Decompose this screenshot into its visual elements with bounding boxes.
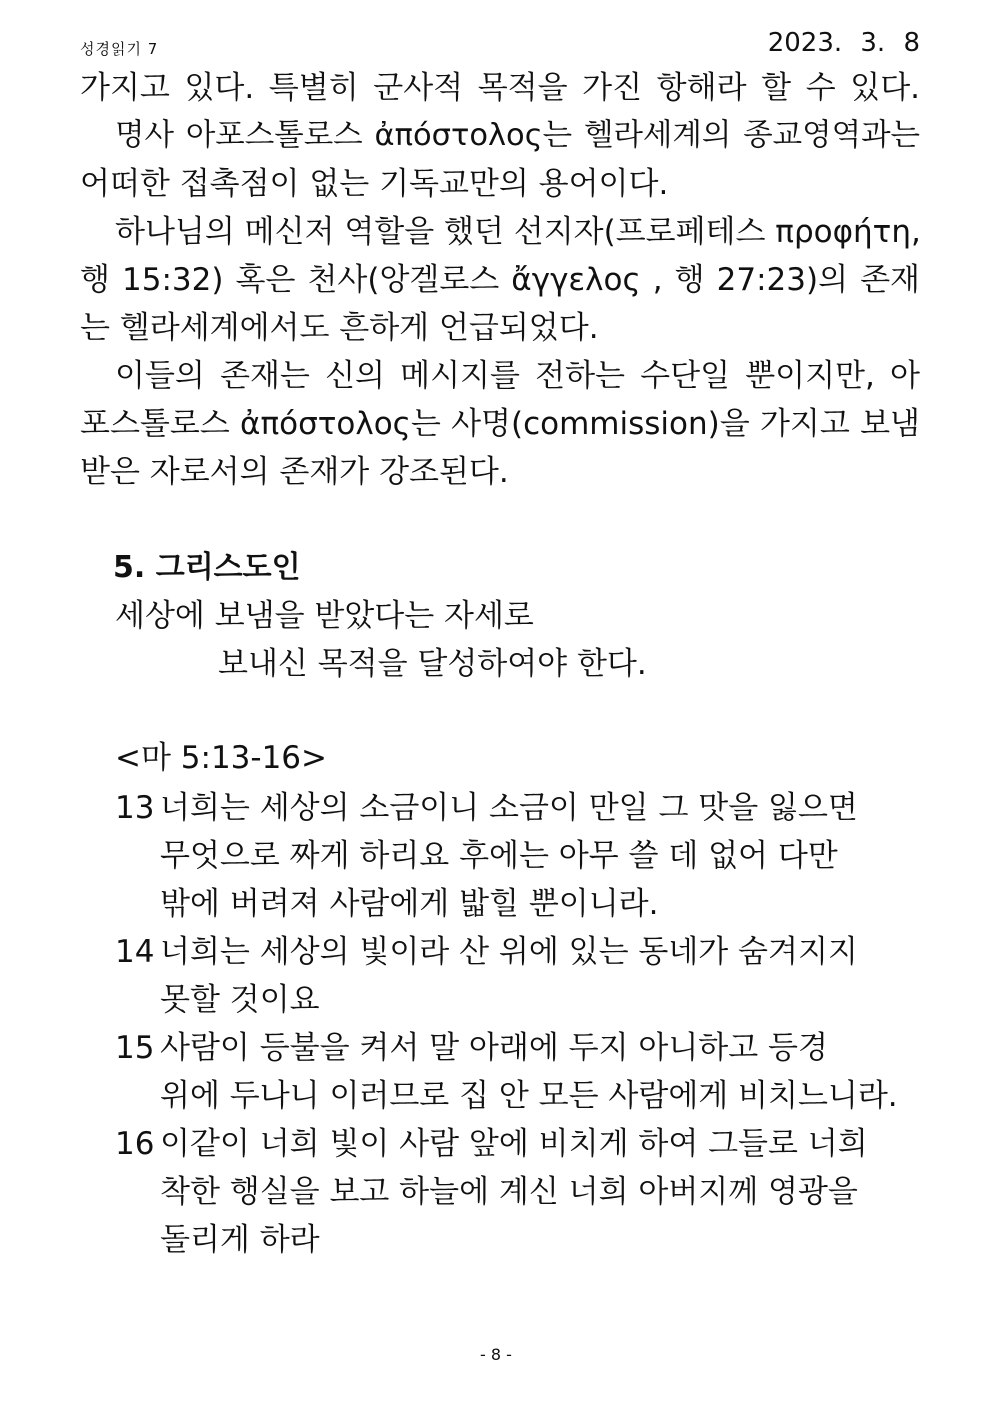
paragraph-line: 포스톨로스 ἀπόστολος는 사명(commission)을 가지고 보냄 (80, 406, 920, 442)
paragraph-line: 행 15:32) 혹은 천사(앙겔로스 ἄγγελος , 행 27:23)의 존재 (80, 262, 920, 298)
scripture-reference: <마 5:13-16> (115, 740, 327, 776)
verse-text: 못할 것이요 (160, 982, 320, 1018)
verse-text: 이같이 너희 빛이 사람 앞에 비치게 하여 그들로 너희 (160, 1126, 868, 1162)
verse-number: 15 (115, 1030, 155, 1066)
verse-number: 16 (115, 1126, 155, 1162)
verse-text: 밖에 버려져 사람에게 밟힐 뿐이니라. (160, 886, 659, 922)
section-text: 세상에 보냄을 받았다는 자세로 (115, 598, 534, 634)
header-title: 성경읽기 7 (80, 40, 159, 58)
paragraph-line: 어떠한 접촉점이 없는 기독교만의 용어이다. (80, 166, 669, 202)
paragraph-line: 가지고 있다. 특별히 군사적 목적을 가진 항해라 할 수 있다. (80, 70, 920, 106)
paragraph-line: 받은 자로서의 존재가 강조된다. (80, 454, 509, 490)
paragraph-line: 명사 아포스톨로스 ἀπόστολος는 헬라세계의 종교영역과는 (115, 118, 920, 153)
paragraph-line: 는 헬라세계에서도 흔하게 언급되었다. (80, 310, 599, 346)
section-text: 보내신 목적을 달성하여야 한다. (218, 646, 647, 682)
header-date: 2023. 3. 8 (767, 28, 920, 58)
verse-number: 14 (115, 934, 155, 970)
verse-number: 13 (115, 790, 155, 826)
verse-text: 착한 행실을 보고 하늘에 계신 너희 아버지께 영광을 (160, 1174, 858, 1210)
paragraph-line: 이들의 존재는 신의 메시지를 전하는 수단일 뿐이지만, 아 (115, 358, 920, 394)
section-heading: 5. 그리스도인 (113, 550, 301, 585)
page-number: - 8 - (480, 1345, 512, 1364)
paragraph-line: 하나님의 메신저 역할을 했던 선지자(프로페테스 προφήτη, (115, 214, 921, 250)
verse-text: 너희는 세상의 소금이니 소금이 만일 그 맛을 잃으면 (160, 790, 858, 826)
verse-text: 위에 두나니 이러므로 집 안 모든 사람에게 비치느니라. (160, 1078, 898, 1114)
verse-text: 너희는 세상의 빛이라 산 위에 있는 동네가 숨겨지지 (160, 934, 858, 970)
verse-text: 돌리게 하라 (160, 1222, 320, 1258)
verse-text: 무엇으로 짜게 하리요 후에는 아무 쓸 데 없어 다만 (160, 838, 838, 874)
verse-text: 사람이 등불을 켜서 말 아래에 두지 아니하고 등경 (160, 1030, 828, 1066)
